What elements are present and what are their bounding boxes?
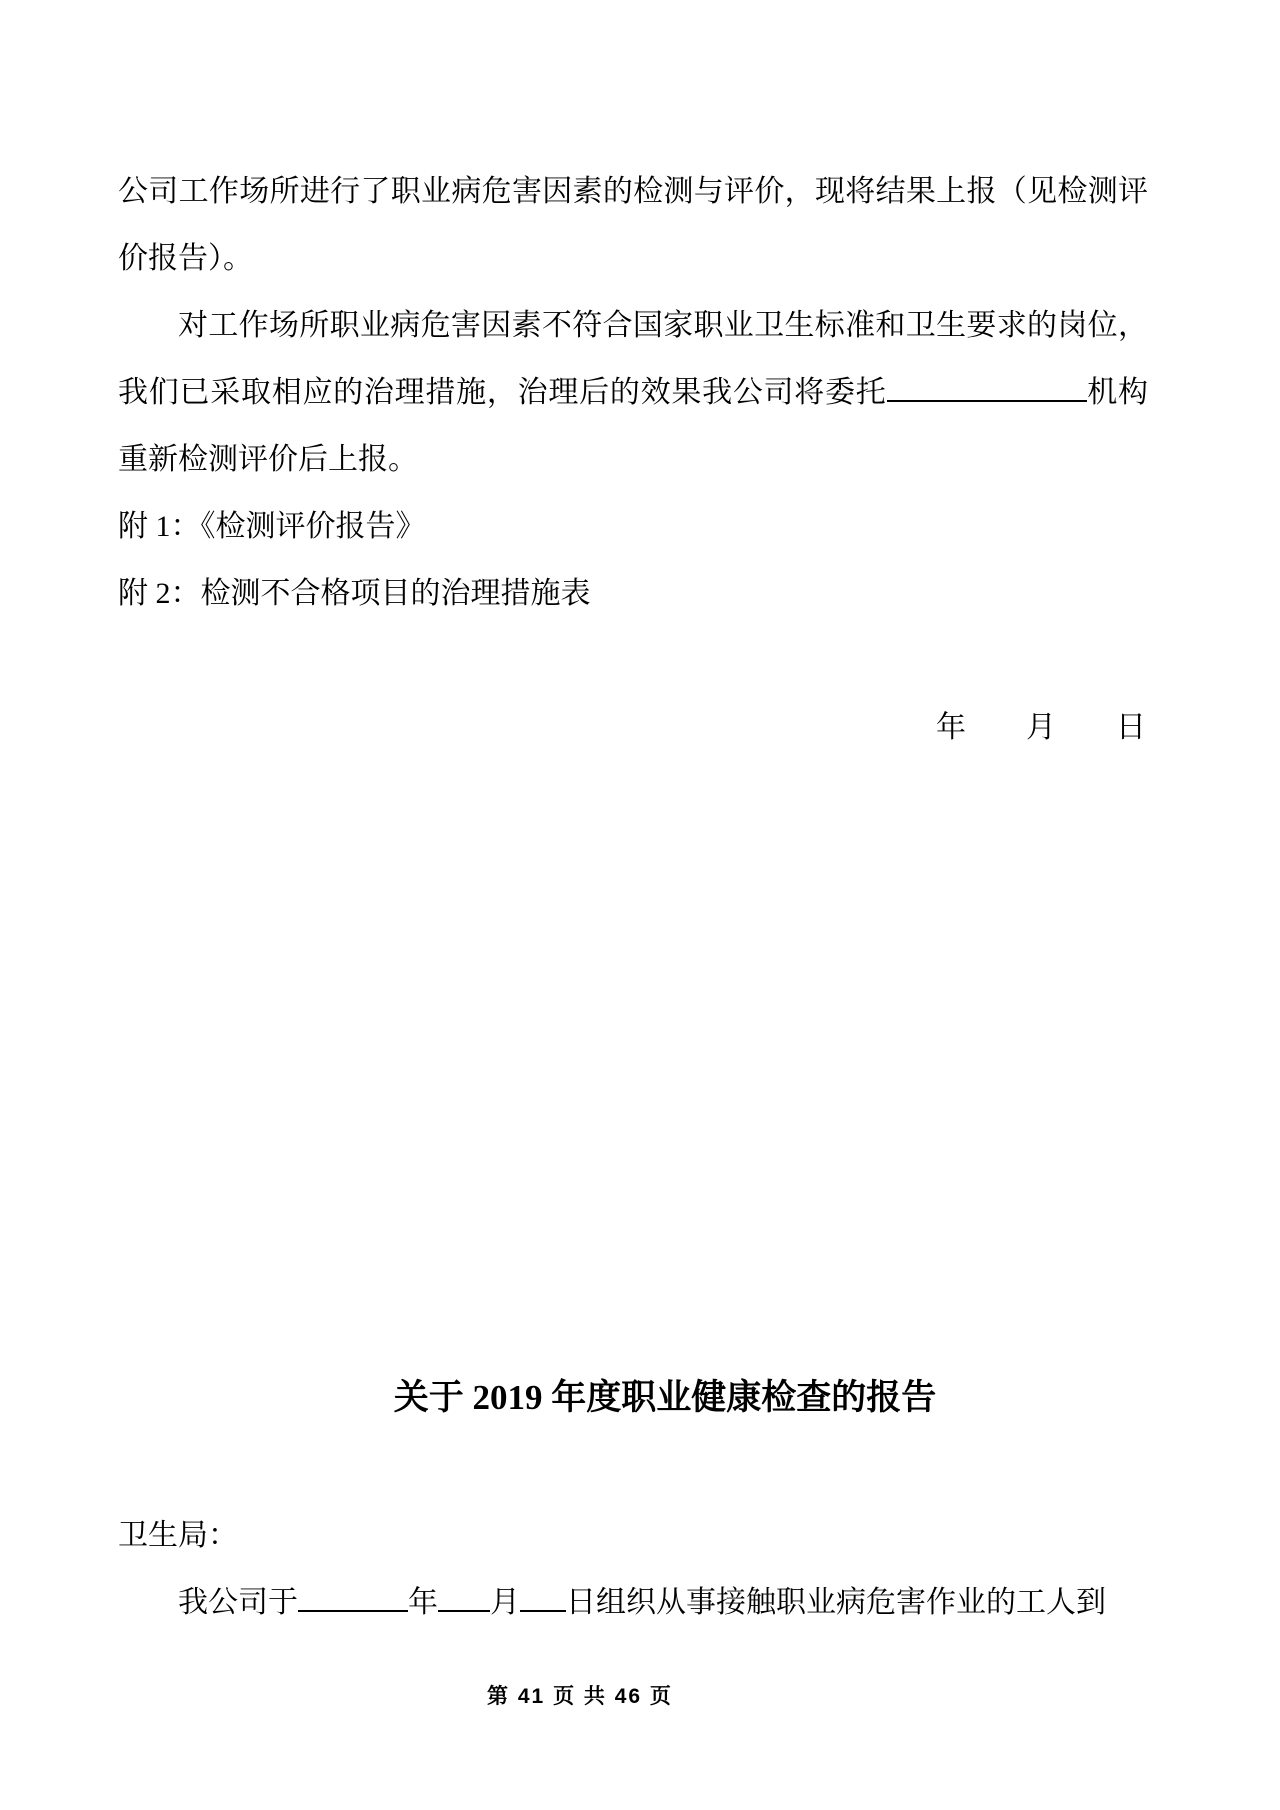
second-report-body	[118, 1502, 1148, 1636]
opening-text-month: 月	[490, 1586, 520, 1619]
opening-text-day-rest: 日组织从事接触职业病危害作业的工人到	[566, 1586, 1106, 1619]
opening-text-year: 年	[408, 1586, 438, 1619]
continuation-paragraph: 公司工作场所进行了职业病危害因素的检测与评价，现将结果上报（见检测评价报告）。	[118, 175, 1148, 275]
opening-text-company: 我公司于	[178, 1586, 298, 1619]
blank-line	[118, 627, 1148, 694]
month-blank-underline	[438, 1606, 490, 1612]
attachment-2-line: 附 2：检测不合格项目的治理措施表	[118, 577, 591, 610]
opening-line	[118, 1569, 1148, 1636]
measures-text-after-blank: 机构重新检测评价后上报。	[118, 376, 1149, 476]
report-body	[118, 158, 1148, 761]
measures-paragraph	[118, 292, 1148, 493]
report-title: 关于 2019 年度职业健康检查的报告	[393, 1378, 937, 1417]
page-number-footer: 第 41 页 共 46 页	[487, 1685, 673, 1708]
signature-date-line: 年 月 日	[936, 711, 1146, 744]
salutation-line: 卫生局：	[118, 1519, 238, 1552]
attachment-1-line: 附 1：《检测评价报告》	[118, 510, 426, 543]
agency-blank-underline	[887, 396, 1087, 402]
year-blank-underline	[298, 1606, 408, 1612]
measures-text-before-blank: 对工作场所职业病危害因素不符合国家职业卫生标准和卫生要求的岗位，我们已采取相应的治理措施，治理后的效果我公司将委托	[118, 309, 1148, 409]
day-blank-underline	[520, 1606, 566, 1612]
